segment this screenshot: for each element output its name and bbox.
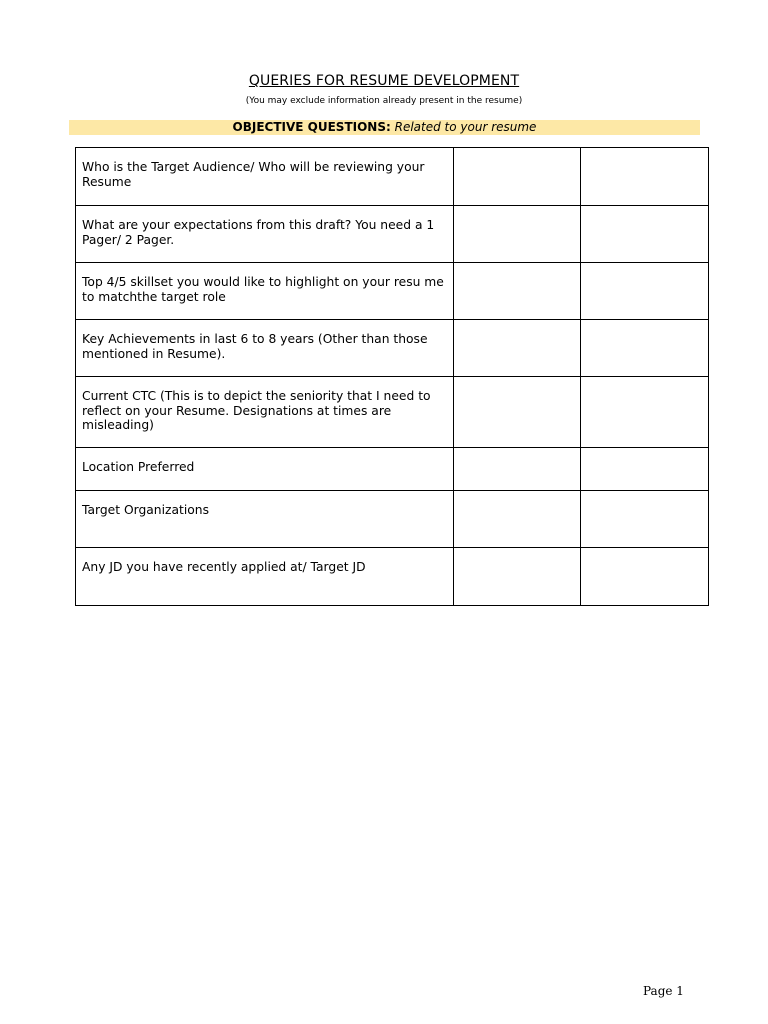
answer-cell[interactable] <box>454 491 581 548</box>
answer-cell[interactable] <box>581 491 709 548</box>
section-label: OBJECTIVE QUESTIONS: <box>232 120 391 134</box>
questions-table <box>75 147 709 606</box>
answer-cell[interactable] <box>454 206 581 263</box>
table-row <box>76 548 709 606</box>
question-cell: Location Preferred <box>76 448 454 491</box>
answer-cell[interactable] <box>454 377 581 448</box>
table-row <box>76 148 709 206</box>
table-row <box>76 263 709 320</box>
question-cell: Target Organizations <box>76 491 454 548</box>
question-cell: Top 4/5 skillset you would like to highlight on your resu me to matchthe target role <box>76 263 454 320</box>
table-row <box>76 320 709 377</box>
question-cell: Current CTC (This is to depict the seniority that I need to reflect on your Resume. Designations at times are misleading) <box>76 377 454 448</box>
answer-cell[interactable] <box>581 548 709 606</box>
table-row <box>76 206 709 263</box>
question-cell: Any JD you have recently applied at/ Target JD <box>76 548 454 606</box>
section-banner <box>69 120 700 135</box>
question-cell: Key Achievements in last 6 to 8 years (Other than those mentioned in Resume). <box>76 320 454 377</box>
table-row <box>76 377 709 448</box>
answer-cell[interactable] <box>581 377 709 448</box>
answer-cell[interactable] <box>581 448 709 491</box>
answer-cell[interactable] <box>454 548 581 606</box>
question-cell: Who is the Target Audience/ Who will be reviewing your Resume <box>76 148 454 206</box>
answer-cell[interactable] <box>581 206 709 263</box>
document-subtitle: (You may exclude information already present in the resume) <box>245 96 523 106</box>
answer-cell[interactable] <box>454 448 581 491</box>
section-sublabel: Related to your resume <box>394 120 537 134</box>
answer-cell[interactable] <box>454 320 581 377</box>
table-row <box>76 491 709 548</box>
page-number: Page 1 <box>643 984 684 998</box>
question-cell: What are your expectations from this draft? You need a 1 Pager/ 2 Pager. <box>76 206 454 263</box>
table-row <box>76 448 709 491</box>
answer-cell[interactable] <box>581 320 709 377</box>
answer-cell[interactable] <box>581 148 709 206</box>
document-title: QUERIES FOR RESUME DEVELOPMENT <box>248 73 520 89</box>
answer-cell[interactable] <box>454 148 581 206</box>
answer-cell[interactable] <box>454 263 581 320</box>
answer-cell[interactable] <box>581 263 709 320</box>
